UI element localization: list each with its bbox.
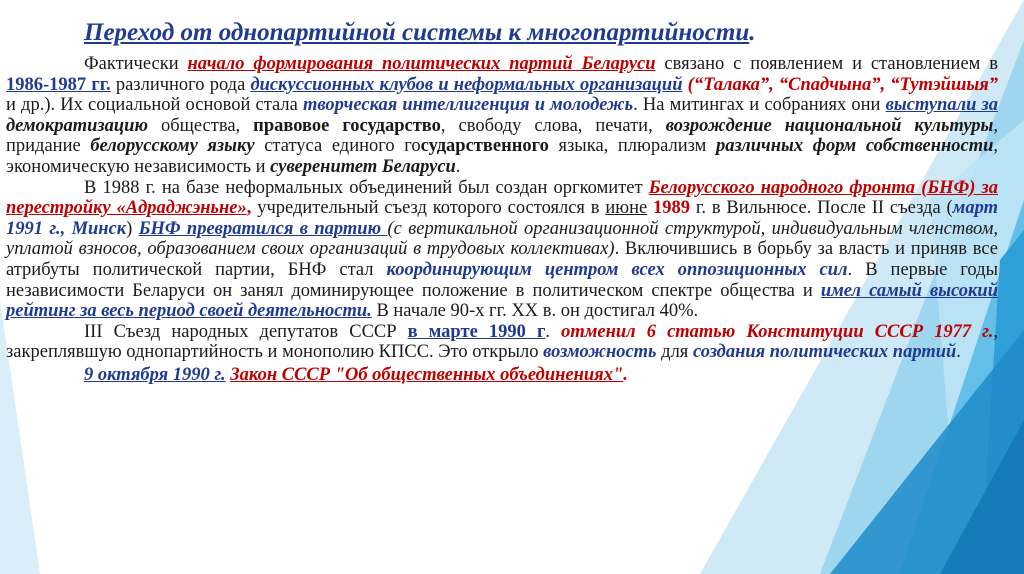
text-run: июне <box>605 198 648 219</box>
text-run: В начале 90-х гг. XX в. он достигал 40%. <box>371 301 699 322</box>
text-run: Закон СССР "Об общественных объединениях" <box>230 364 624 385</box>
text-run: сударственного <box>420 136 549 157</box>
text-run: демократизацию <box>6 115 148 136</box>
paragraph-3 <box>6 322 998 363</box>
text-run: различного рода <box>110 74 251 95</box>
text-run: различных форм собственности <box>716 136 994 157</box>
text-run: БНФ превратился в партию <box>138 218 388 239</box>
text-run: III Съезд народных депутатов СССР <box>84 321 408 342</box>
title-text: Переход от однопартийной системы к многопартийности <box>84 19 750 46</box>
text-run: связано с появлением и становлением в <box>655 54 998 74</box>
paragraph-4 <box>6 365 998 386</box>
text-run: белорусскому языку <box>90 136 255 157</box>
slide-content <box>6 18 998 386</box>
text-run: март 1991 г., Минск <box>6 198 998 239</box>
text-run: , закреплявшую однопартийность и монополию КПСС. Это открыло <box>6 321 999 363</box>
text-run: учредительный съезд которого состоялся в <box>251 198 606 219</box>
text-run: отменил 6 статью Конституции СССР 1977 г. <box>561 321 994 342</box>
text-run: общества, <box>147 115 254 136</box>
text-run: для <box>656 342 693 363</box>
text-run: , свободу слова, печати, <box>440 115 666 136</box>
text-run: начало формирования политических партий Беларуси <box>187 54 656 74</box>
text-run: Фактически <box>84 54 188 74</box>
text-run: , экономическую независимость и <box>6 136 998 177</box>
text-run: и др.). Их социальной основой стала <box>6 95 304 116</box>
text-run: (“Талака”, “Спадчына”, “Тутэйшыя” <box>682 74 998 95</box>
text-run: Белорусского народного фронта (БНФ) за перестройку «Адраджэньне» <box>6 177 998 219</box>
text-run: . <box>455 156 461 177</box>
text-run: 1989 <box>653 198 691 219</box>
text-run: . В первые годы независимости Беларуси он занял доминирующее положение в политическом спектре общества и <box>6 259 998 301</box>
text-run: возрождение национальной культуры <box>665 115 994 136</box>
paragraph-1 <box>6 54 998 178</box>
text-run: . На митингах и собраниях они <box>633 95 886 116</box>
text-run: суверенитет Беларуси <box>270 156 456 177</box>
text-run: , <box>246 198 252 219</box>
text-run: выступали за <box>885 95 999 116</box>
text-run: творческая интеллигенция и молодежь <box>303 95 634 116</box>
text-run: в марте 1990 г <box>407 321 546 342</box>
text-run: дискуссионных клубов и неформальных организаций <box>250 74 683 95</box>
paragraph-2 <box>6 178 998 322</box>
text-run: 1986-1987 гг. <box>6 74 111 95</box>
text-run: статуса единого го <box>254 136 421 157</box>
text-run: 9 октября 1990 г. <box>84 364 226 385</box>
text-run: (с вертикальной организационной структурой, индивидуальным членством, уплатой взносов, образованием своих организаций в трудовых коллективах) <box>6 218 999 260</box>
text-run: возможность <box>543 342 657 363</box>
text-run: . <box>956 342 961 363</box>
text-run: языка, плюрализм <box>548 136 716 157</box>
text-run: В 1988 г. на базе неформальных объединений был создан оргкомитет <box>84 177 649 198</box>
text-run: создания политических партий <box>692 342 957 363</box>
text-run: координирующим центром всех оппозиционных сил <box>386 259 848 280</box>
slide-title <box>84 18 998 48</box>
text-run: . <box>545 321 562 342</box>
text-run: , придание <box>6 115 999 157</box>
text-run: правовое государство <box>253 115 441 136</box>
title-dot: . <box>749 19 756 46</box>
text-run: имел самый высокий рейтинг за весь период своей деятельности. <box>6 280 998 322</box>
text-run: ) <box>126 218 139 239</box>
text-run: . Включившись в борьбу за власть и приняв все атрибуты политической партии, БНФ стал <box>6 239 999 280</box>
text-run: г. в Вильнюсе. После II съезда ( <box>690 198 953 219</box>
text-run: . <box>623 364 628 385</box>
